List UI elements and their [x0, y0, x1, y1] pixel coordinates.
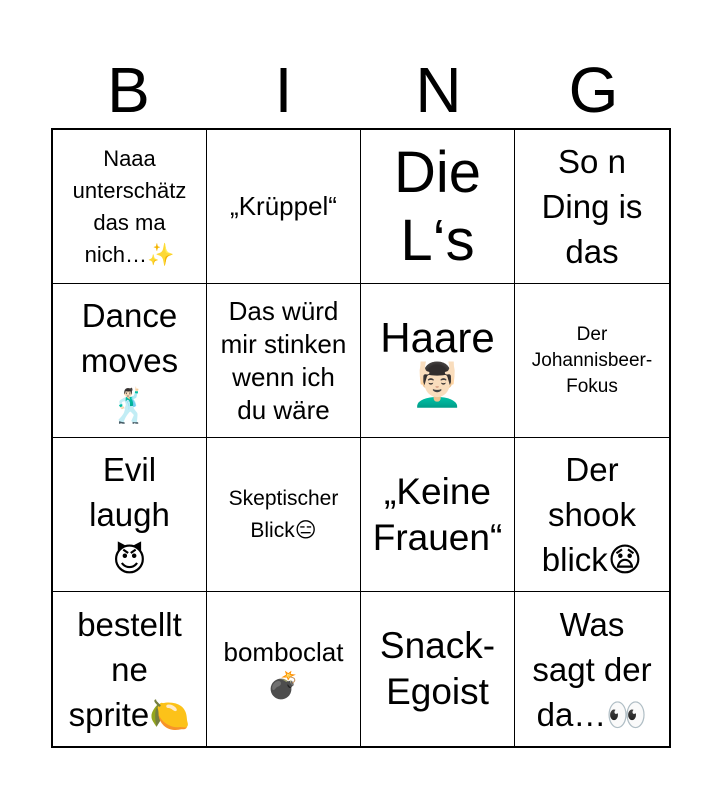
bingo-cell-r3c4[interactable] — [515, 438, 669, 592]
header-letter-g: G — [568, 54, 619, 126]
cell-text: „Krüppel“ — [230, 191, 337, 221]
bingo-cell-r3c1[interactable] — [53, 438, 207, 592]
cell-text: Haare 💆🏻‍♂️ — [380, 313, 495, 408]
bingo-cell-r1c1[interactable] — [53, 130, 207, 284]
cell-text: So n Ding is das — [541, 143, 643, 270]
bingo-cell-r1c3[interactable] — [361, 130, 515, 284]
bingo-cell-r1c2[interactable] — [207, 130, 361, 284]
cell-text: Snack- Egoist — [379, 625, 496, 712]
cell-text: bomboclat 💣 — [223, 637, 344, 700]
cell-text: Dance moves 🕺🏻 — [80, 297, 179, 424]
bingo-cell-r1c4[interactable] — [515, 130, 669, 284]
header-letter-i: I — [274, 54, 293, 126]
cell-text: Naaa unterschätz das ma nich…✨ — [72, 145, 187, 267]
bingo-grid — [51, 128, 671, 748]
bingo-cell-r4c2[interactable] — [207, 592, 361, 746]
cell-text: Was sagt der da…👀 — [532, 605, 652, 733]
cell-text: Skeptischer Blick😑 — [228, 486, 339, 542]
bingo-cell-r2c4[interactable] — [515, 284, 669, 438]
bingo-cell-r4c1[interactable] — [53, 592, 207, 746]
header-letter-n: N — [415, 54, 462, 126]
bingo-cell-r2c1[interactable] — [53, 284, 207, 438]
cell-text: Evil laugh 😈 — [89, 451, 170, 578]
bingo-cell-r3c2[interactable] — [207, 438, 361, 592]
cell-text: Das würd mir stinken wenn ich du wäre — [220, 295, 347, 425]
bingo-header — [51, 52, 671, 128]
bingo-cell-r2c3[interactable] — [361, 284, 515, 438]
bingo-cell-r4c3[interactable] — [361, 592, 515, 746]
cell-text: Die L‘s — [393, 139, 482, 273]
bingo-cell-r3c3[interactable] — [361, 438, 515, 592]
cell-text: bestellt ne sprite🍋 — [68, 605, 191, 733]
cell-text: „Keine Frauen“ — [372, 470, 503, 558]
bingo-cell-r4c4[interactable] — [515, 592, 669, 746]
bingo-cell-r2c2[interactable] — [207, 284, 361, 438]
cell-text: Der shook blick😧 — [541, 451, 643, 578]
cell-text: Der Johannisbeer- Fokus — [531, 323, 653, 397]
header-letter-b: B — [107, 54, 150, 126]
